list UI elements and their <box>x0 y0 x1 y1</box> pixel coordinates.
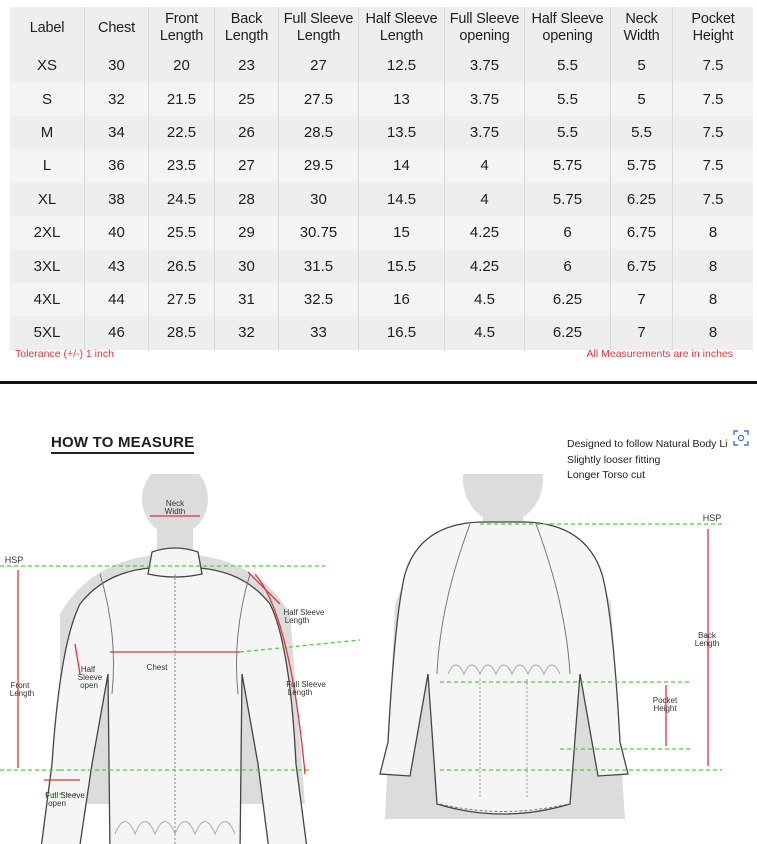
neck-width-label-2: Width <box>164 507 186 516</box>
measurement-cell: 28.5 <box>148 316 214 349</box>
measurement-cell: 13 <box>358 82 444 115</box>
measurement-cell: 6.75 <box>610 249 672 282</box>
size-label-cell: 5XL <box>10 316 84 349</box>
size-label-cell: 3XL <box>10 249 84 282</box>
full-sleeve-open-label-2: open <box>48 799 66 808</box>
measurement-cell: 28.5 <box>278 116 358 149</box>
measurement-cell: 28 <box>214 183 278 216</box>
measurement-cell: 32.5 <box>278 283 358 316</box>
measurement-cell: 6 <box>524 216 610 249</box>
measurement-cell: 43 <box>84 249 148 282</box>
column-header-line: Neck <box>625 11 658 27</box>
measurement-cell: 7.5 <box>672 49 753 82</box>
measurement-cell: 24.5 <box>148 183 214 216</box>
measurement-cell: 14 <box>358 149 444 182</box>
measurement-cell: 20 <box>148 49 214 82</box>
measurement-cell: 40 <box>84 216 148 249</box>
measurement-cell: 29.5 <box>278 149 358 182</box>
measurement-cell: 5 <box>610 82 672 115</box>
size-label-cell: XL <box>10 183 84 216</box>
measurement-cell: 30 <box>214 249 278 282</box>
measurement-cell: 5.75 <box>610 149 672 182</box>
measurement-cell: 26 <box>214 116 278 149</box>
table-row <box>10 249 753 282</box>
column-header <box>358 7 444 49</box>
measurement-cell: 5.5 <box>524 116 610 149</box>
measurement-cell: 23.5 <box>148 149 214 182</box>
measurement-cell: 5.75 <box>524 149 610 182</box>
column-header-line: Length <box>224 28 269 44</box>
measurement-cell: 27 <box>278 49 358 82</box>
measurement-cell: 3.75 <box>444 116 524 149</box>
size-chart-table <box>10 7 753 350</box>
measurement-cell: 8 <box>672 316 753 349</box>
measurement-cell: 5.5 <box>524 82 610 115</box>
front-view <box>0 474 360 844</box>
measurement-cell: 31.5 <box>278 249 358 282</box>
full-sleeve-open-label-1: Full Sleeve <box>45 791 85 800</box>
size-label-cell: 2XL <box>10 216 84 249</box>
half-sleeve-length-label-1: Half Sleeve <box>283 608 325 617</box>
size-chart-notes <box>15 348 733 362</box>
column-header-line: Full Sleeve <box>449 11 520 27</box>
measurement-cell: 46 <box>84 316 148 349</box>
size-chart-header-row <box>10 7 753 49</box>
table-row <box>10 316 753 349</box>
column-header <box>10 7 84 49</box>
column-header <box>278 7 358 49</box>
column-header-line: Label <box>29 19 65 36</box>
table-row <box>10 149 753 182</box>
measurement-cell: 8 <box>672 249 753 282</box>
size-label-cell: L <box>10 149 84 182</box>
measurement-cell: 15 <box>358 216 444 249</box>
measurement-cell: 25.5 <box>148 216 214 249</box>
measurement-cell: 32 <box>214 316 278 349</box>
measurement-cell: 4.5 <box>444 316 524 349</box>
measurement-cell: 13.5 <box>358 116 444 149</box>
measurement-cell: 27.5 <box>148 283 214 316</box>
measurement-cell: 21.5 <box>148 82 214 115</box>
measurement-cell: 15.5 <box>358 249 444 282</box>
measurement-cell: 3.75 <box>444 49 524 82</box>
measurement-cell: 38 <box>84 183 148 216</box>
measurement-cell: 14.5 <box>358 183 444 216</box>
measurement-cell: 34 <box>84 116 148 149</box>
measurement-cell: 31 <box>214 283 278 316</box>
measurement-cell: 7 <box>610 283 672 316</box>
measurement-cell: 8 <box>672 283 753 316</box>
front-length-label-2: Length <box>9 689 35 698</box>
measurement-cell: 30 <box>278 183 358 216</box>
size-chart-body <box>10 49 753 350</box>
table-row <box>10 283 753 316</box>
column-header <box>444 7 524 49</box>
measurement-cell: 7.5 <box>672 149 753 182</box>
table-row <box>10 116 753 149</box>
column-header <box>610 7 672 49</box>
measurement-cell: 32 <box>84 82 148 115</box>
table-row <box>10 216 753 249</box>
column-header <box>214 7 278 49</box>
column-header <box>672 7 753 49</box>
measurement-cell: 16.5 <box>358 316 444 349</box>
measurement-cell: 7.5 <box>672 183 753 216</box>
measurement-cell: 44 <box>84 283 148 316</box>
front-hsp-label: HSP <box>4 555 24 565</box>
half-sleeve-open-label-1: Half <box>80 665 96 674</box>
measurement-cell: 26.5 <box>148 249 214 282</box>
measurement-cell: 7.5 <box>672 116 753 149</box>
back-hsp-label: HSP <box>702 513 722 523</box>
measurement-cell: 7 <box>610 316 672 349</box>
measurement-cell: 6 <box>524 249 610 282</box>
pocket-height-label-1: Pocket <box>652 696 678 705</box>
column-header-line: opening <box>459 28 510 44</box>
column-header-line: Front <box>165 11 198 27</box>
column-header <box>148 7 214 49</box>
column-header <box>524 7 610 49</box>
half-sleeve-open-label-2: Sleeve <box>77 673 103 682</box>
measurement-cell: 3.75 <box>444 82 524 115</box>
measurement-cell: 27.5 <box>278 82 358 115</box>
column-header-line: Half Sleeve <box>365 11 438 27</box>
measurement-cell: 25 <box>214 82 278 115</box>
size-label-cell: M <box>10 116 84 149</box>
column-header-line: Length <box>296 28 341 44</box>
column-header-line: Half Sleeve <box>531 11 604 27</box>
measurement-cell: 5.75 <box>524 183 610 216</box>
front-length-label-1: Front <box>10 681 30 690</box>
half-sleeve-open-label-3: open <box>80 681 98 690</box>
back-length-label-2: Length <box>694 639 720 648</box>
measurement-cell: 4.25 <box>444 216 524 249</box>
measure-diagram <box>0 474 757 844</box>
measurement-cell: 16 <box>358 283 444 316</box>
column-header-line: Pocket <box>691 11 735 27</box>
back-length-label-1: Back <box>698 631 716 640</box>
full-sleeve-length-label-1: Full Sleeve <box>286 680 326 689</box>
how-to-measure-title: HOW TO MEASURE <box>51 434 194 454</box>
measurement-cell: 4.5 <box>444 283 524 316</box>
measurement-cell: 5 <box>610 49 672 82</box>
measurement-cell: 4 <box>444 149 524 182</box>
table-row <box>10 49 753 82</box>
full-sleeve-length-label-2: Length <box>287 688 313 697</box>
how-to-measure-section <box>0 384 757 844</box>
column-header-line: opening <box>542 28 593 44</box>
fit-feature: Longer Torso cut <box>567 469 646 481</box>
table-row <box>10 82 753 115</box>
column-header-line: Full Sleeve <box>283 11 354 27</box>
chest-label: Chest <box>146 663 168 672</box>
tolerance-note: Tolerance (+/-) 1 inch <box>15 348 114 360</box>
column-header-line: Length <box>159 28 204 44</box>
measurement-cell: 8 <box>672 216 753 249</box>
column-header-line: Back <box>230 11 263 27</box>
column-header <box>84 7 148 49</box>
measurement-cell: 6.75 <box>610 216 672 249</box>
measurement-cell: 27 <box>214 149 278 182</box>
size-chart <box>10 7 753 350</box>
measurement-cell: 5.5 <box>610 116 672 149</box>
size-label-cell: 4XL <box>10 283 84 316</box>
measurement-cell: 6.25 <box>524 283 610 316</box>
measurement-cell: 5.5 <box>524 49 610 82</box>
column-header-line: Length <box>379 28 424 44</box>
column-header-line: Height <box>692 28 734 44</box>
measurement-cell: 30.75 <box>278 216 358 249</box>
size-label-cell: XS <box>10 49 84 82</box>
size-label-cell: S <box>10 82 84 115</box>
column-header-line: Width <box>623 28 660 44</box>
measurement-cell: 4.25 <box>444 249 524 282</box>
table-row <box>10 183 753 216</box>
measurement-cell: 33 <box>278 316 358 349</box>
half-sleeve-length-label-2: Length <box>284 616 310 625</box>
expand-icon[interactable] <box>733 430 749 446</box>
back-view <box>380 474 722 819</box>
units-note: All Measurements are in inches <box>586 348 733 360</box>
measurement-cell: 4 <box>444 183 524 216</box>
fit-feature: Designed to follow Natural Body Li <box>567 438 728 450</box>
neck-width-label-1: Neck <box>165 499 185 508</box>
measurement-cell: 36 <box>84 149 148 182</box>
pocket-height-label-2: Height <box>653 704 677 713</box>
measurement-cell: 22.5 <box>148 116 214 149</box>
measurement-cell: 23 <box>214 49 278 82</box>
fit-feature: Slightly looser fitting <box>567 453 661 466</box>
measurement-cell: 30 <box>84 49 148 82</box>
measurement-cell: 12.5 <box>358 49 444 82</box>
measurement-cell: 6.25 <box>610 183 672 216</box>
measurement-cell: 6.25 <box>524 316 610 349</box>
column-header-line: Chest <box>98 19 135 36</box>
measurement-cell: 29 <box>214 216 278 249</box>
measurement-cell: 7.5 <box>672 82 753 115</box>
